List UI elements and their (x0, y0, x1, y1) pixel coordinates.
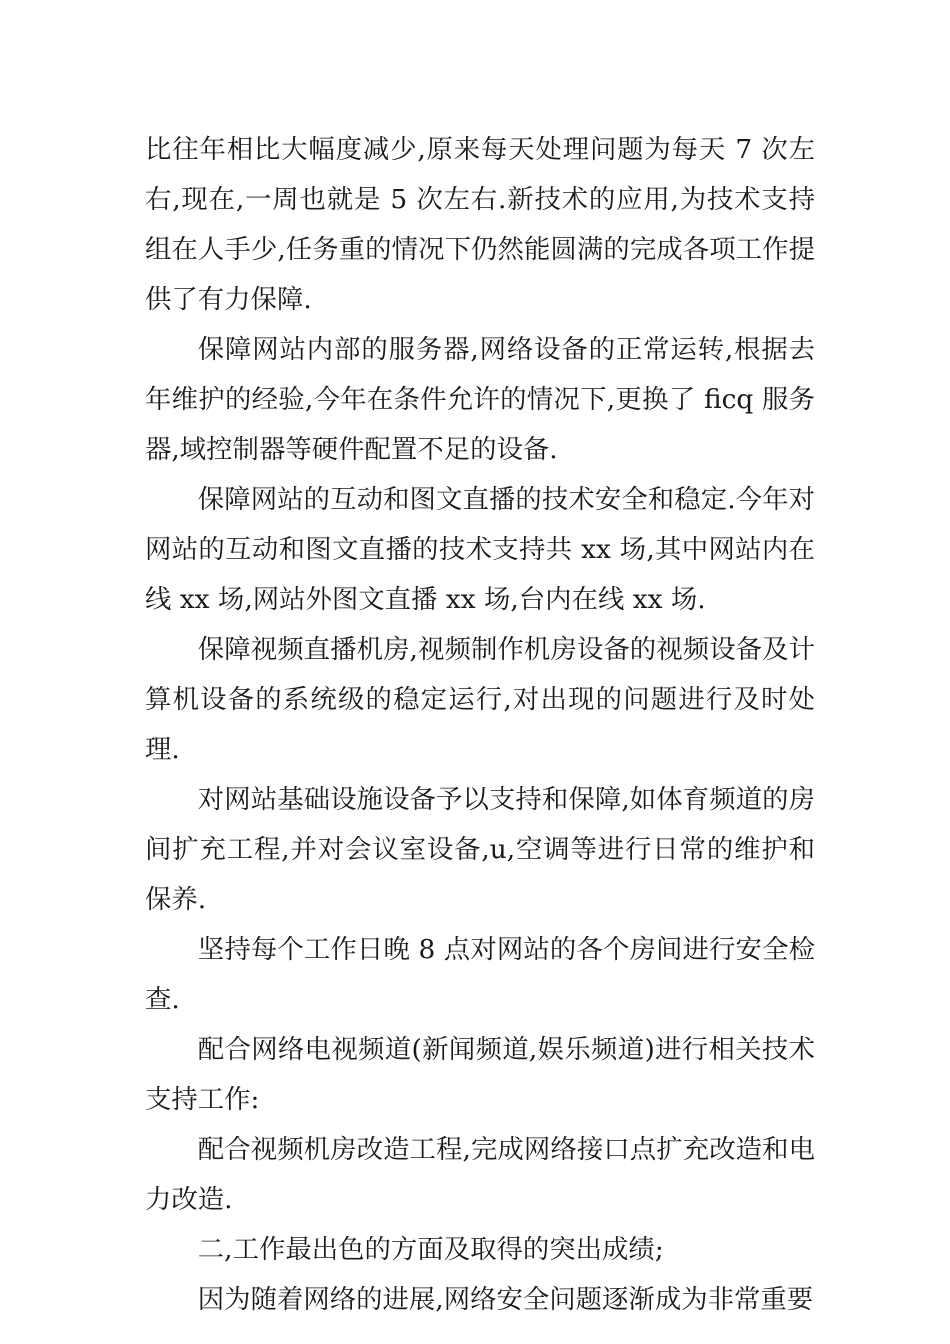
paragraph-6: 坚持每个工作日晚 8 点对网站的各个房间进行安全检查. (145, 934, 815, 1015)
paragraph-4: 保障视频直播机房,视频制作机房设备的视频设备及计算机设备的系统级的稳定运行,对出现的问题进行及时处理. (145, 634, 815, 765)
paragraph-7: 配合网络电视频道(新闻频道,娱乐频道)进行相关技术支持工作: (145, 1034, 815, 1115)
paragraph-9: 因为随着网络的进展,网络安全问题逐渐成为非常重要 (197, 1284, 814, 1315)
document-body (145, 125, 815, 1325)
paragraph-3: 保障网站的互动和图文直播的技术安全和稳定.今年对网站的互动和图文直播的技术支持共 xx 场,其中网站内在线 xx 场,网站外图文直播 xx 场,台内在线 xx 场. (145, 484, 815, 615)
paragraph-1: 比往年相比大幅度减少,原来每天处理问题为每天 7 次左右,现在,一周也就是 5 次左右.新技术的应用,为技术支持组在人手少,任务重的情况下仍然能圆满的完成各项工作提供了有力保障. (145, 134, 815, 315)
paragraph-5: 对网站基础设施设备予以支持和保障,如体育频道的房间扩充工程,并对会议室设备,u,空调等进行日常的维护和保养. (145, 784, 815, 915)
paragraph-8: 配合视频机房改造工程,完成网络接口点扩充改造和电力改造. (145, 1134, 815, 1215)
section-heading: 二,工作最出色的方面及取得的突出成绩; (197, 1234, 664, 1265)
paragraph-2: 保障网站内部的服务器,网络设备的正常运转,根据去年维护的经验,今年在条件允许的情况下,更换了 ficq 服务器,域控制器等硬件配置不足的设备. (145, 334, 815, 465)
